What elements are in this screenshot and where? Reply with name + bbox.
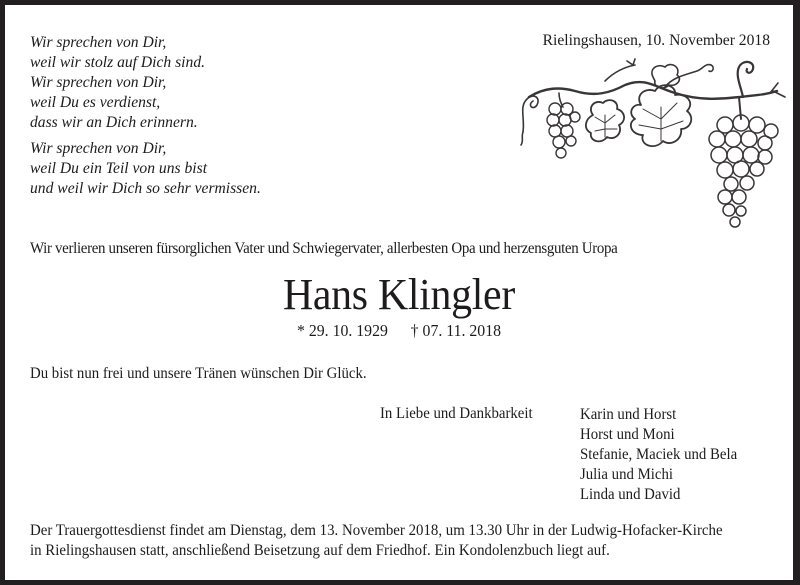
- mourner-name: Karin und Horst: [580, 406, 677, 423]
- poem-stanza-1: [30, 33, 205, 73]
- poem-stanza-2: [30, 73, 198, 133]
- poem-line: weil Du es verdienst,: [30, 94, 161, 111]
- poem-line: dass wir an Dich erinnern.: [30, 114, 198, 131]
- poem-line: Wir sprechen von Dir,: [30, 74, 167, 91]
- poem-line: weil Du ein Teil von uns bist: [30, 160, 208, 177]
- poem-line: Wir sprechen von Dir,: [30, 34, 167, 51]
- life-dates: [33, 321, 766, 341]
- farewell-quote: Du bist nun frei und unsere Tränen wünschen Dir Glück.: [30, 365, 367, 382]
- death-date: † 07. 11. 2018: [410, 321, 502, 340]
- poem-line: und weil wir Dich so sehr vermissen.: [30, 180, 261, 197]
- service-info: [30, 521, 723, 561]
- closing-phrase: In Liebe und Dankbarkeit: [380, 405, 533, 422]
- place-and-date: Rielingshausen, 10. November 2018: [542, 32, 770, 49]
- obituary-notice: [5, 5, 793, 580]
- mourner-name: Julia und Michi: [580, 466, 673, 483]
- grapevine-icon: [515, 57, 790, 229]
- deceased-name: Hans Klingler: [283, 270, 515, 319]
- intro-text: Wir verlieren unseren fürsorglichen Vater und Schwiegervater, allerbesten Opa und herzensguten Uropa: [30, 240, 618, 257]
- mourner-name: Horst und Moni: [580, 426, 675, 443]
- mourner-name: Stefanie, Maciek und Bela: [580, 446, 738, 463]
- mourner-list: [580, 405, 737, 505]
- service-line: Der Trauergottesdienst findet am Dienstag, dem 13. November 2018, um 13.30 Uhr in der Ludwig-Hofacker-Kirche: [30, 522, 723, 539]
- mourner-name: Linda und David: [580, 486, 681, 503]
- birth-date: * 29. 10. 1929: [296, 321, 388, 340]
- service-line: in Rielingshausen statt, anschließend Beisetzung auf dem Friedhof. Ein Kondolenzbuch liegt auf.: [30, 542, 610, 559]
- poem-line: Wir sprechen von Dir,: [30, 140, 167, 157]
- poem-stanza-3: [30, 139, 261, 199]
- poem-line: weil wir stolz auf Dich sind.: [30, 54, 206, 71]
